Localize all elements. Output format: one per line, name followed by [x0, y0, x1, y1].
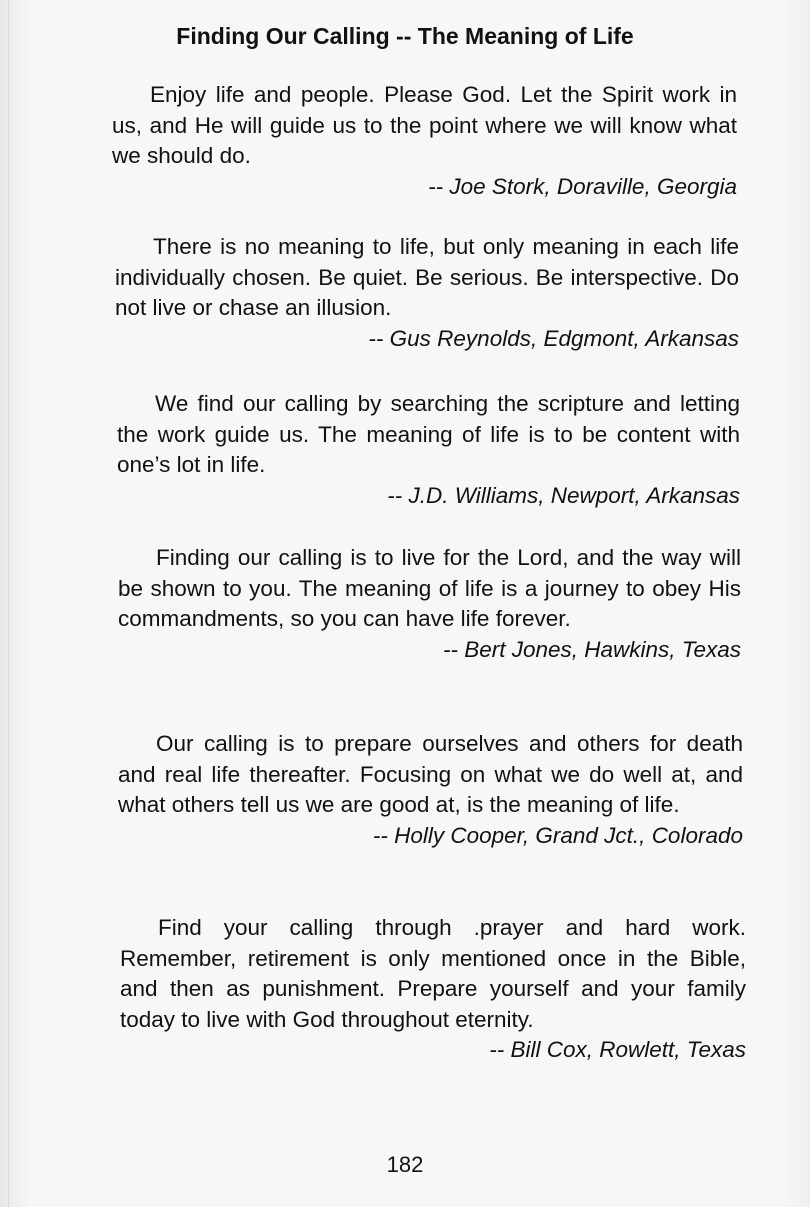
quote-text: There is no meaning to life, but only meaning in each life individually chosen. Be quiet. Be serious. Be interspective. Do not live or chase an illusion.: [115, 234, 739, 320]
quote-entry: [117, 389, 740, 511]
quote-entry: [112, 80, 737, 202]
quote-entry: [120, 913, 746, 1066]
quote-text: We find our calling by searching the scripture and letting the work guide us. The meaning of life is to be content with one’s lot in life.: [117, 391, 740, 477]
quote-attribution: -- Joe Stork, Doraville, Georgia: [428, 173, 737, 199]
quote-text: Find your calling through .prayer and hard work. Remember, retirement is only mentioned once in the Bible, and then as punishment. Prepare yourself and your family today to live with God throughout eternity.: [120, 915, 746, 1032]
page-edge-line: [8, 0, 9, 1207]
quote-attribution: -- Gus Reynolds, Edgmont, Arkansas: [368, 325, 739, 351]
page-number: 182: [386, 1152, 424, 1177]
quote-attribution: -- Holly Cooper, Grand Jct., Colorado: [372, 822, 743, 848]
quote-attribution: -- J.D. Williams, Newport, Arkansas: [387, 482, 740, 508]
quote-text: Finding our calling is to live for the Lord, and the way will be shown to you. The meaning of life is a journey to obey His commandments, so you can have life forever.: [118, 545, 741, 631]
quote-entry: [118, 543, 741, 665]
page-title: Finding Our Calling -- The Meaning of Life: [176, 23, 634, 49]
quote-attribution: -- Bert Jones, Hawkins, Texas: [442, 636, 741, 662]
quote-entry: [118, 729, 743, 851]
quote-attribution: -- Bill Cox, Rowlett, Texas: [489, 1037, 746, 1062]
quote-text: Our calling is to prepare ourselves and others for death and real life thereafter. Focusing on what we do well at, and what others tell us we are good at, is the meaning of life.: [118, 731, 743, 817]
quote-text: Enjoy life and people. Please God. Let the Spirit work in us, and He will guide us to the point where we will know what we should do.: [112, 82, 737, 168]
quote-entry: [115, 232, 739, 354]
